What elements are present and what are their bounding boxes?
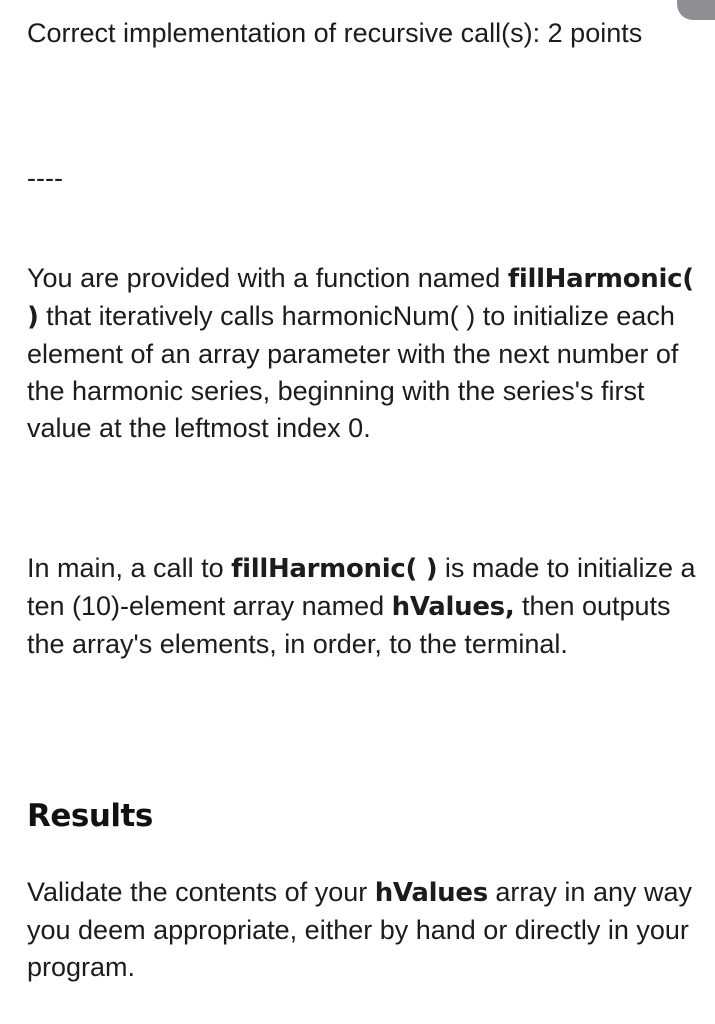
description-text-after: that iteratively calls harmonicNum( ) to initialize each element of an array parameter with the next number of the harmonic series, beginning with the series's first value at the leftmost index 0. [27,301,679,443]
hvalues-array-name-2: hValues [374,878,488,908]
main-text-middle: is made to initialize a ten (10)-element array named [27,553,696,621]
fill-harmonic-function-name-2: fillHarmonic( ) [231,554,438,584]
fill-harmonic-function-name: fillHarmonic( ) [27,264,694,332]
hvalues-array-name: hValues, [391,592,515,622]
results-heading: Results [27,798,153,834]
main-text-after: then outputs the array's elements, in order, to the terminal. [27,591,671,659]
validation-paragraph [27,874,697,986]
grading-note-text: Correct implementation of recursive call(s): 2 points [27,18,643,48]
description-text-before: You are provided with a function named [27,263,508,293]
main-text-before: In main, a call to [27,553,232,583]
description-paragraph [27,260,697,447]
grading-note [27,15,697,52]
validation-text-after: array in any way you deem appropriate, either by hand or directly in your program. [27,877,692,982]
main-description-paragraph [27,550,697,663]
section-separator: ---- [27,163,63,193]
validation-text-before: Validate the contents of your [27,877,375,907]
